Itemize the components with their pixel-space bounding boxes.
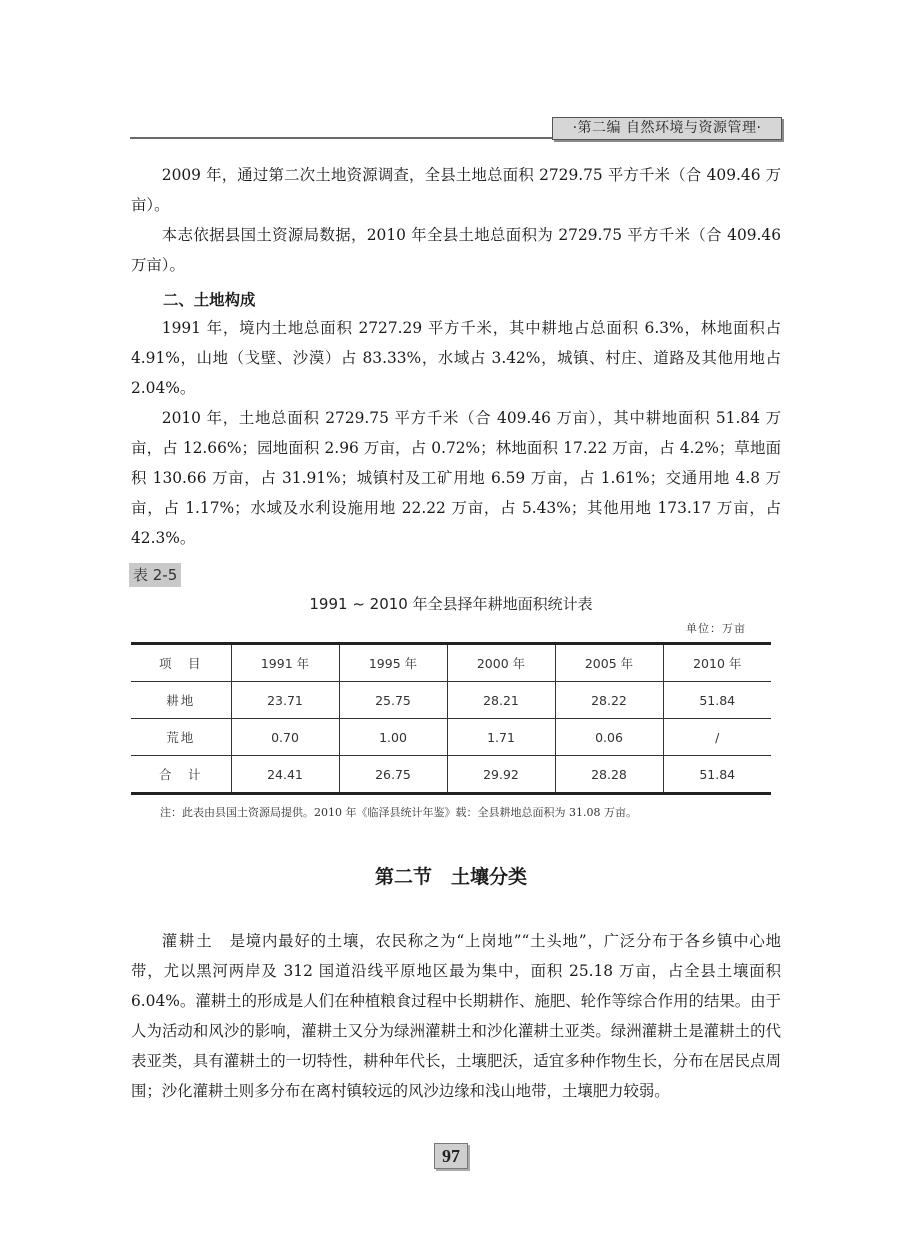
paragraph-2010-composition: 2010 年，土地总面积 2729.75 平方千米（合 409.46 万亩），其中耕地面积 51.84 万亩，占 12.66%；园地面积 2.96 万亩，占 0.72%；林地面积 17.22 万亩，占 4.2%；草地面积 130.66 万亩，占 31.91%；城镇村及工矿用地 6.59 万亩，占 1.61%；交通用地 4.8 万亩，占 1.17%；水域及水利设施用地 22.22 万亩，占 5.43%；其他用地 173.17 万亩，占 42.3%。 xyxy=(131,409,781,547)
soil-term: 灌耕土 xyxy=(161,932,214,950)
section-title: 第二节 土壤分类 xyxy=(374,866,527,888)
table-cell: 28.28 xyxy=(555,756,663,794)
column-header: 2000 年 xyxy=(447,644,555,682)
table-cell: 24.41 xyxy=(231,756,339,794)
paragraph-2009-survey: 2009 年，通过第二次土地资源调查，全县土地总面积 2729.75 平方千米（合 409.46 万亩）。 xyxy=(131,166,781,214)
table-cell: 0.06 xyxy=(555,719,663,756)
table-row xyxy=(131,719,771,756)
paragraph-irrigated-soil xyxy=(131,926,781,1106)
table-note: 注：此表由县国土资源局提供。2010 年《临泽县统计年鉴》载：全县耕地总面积为 31.08 万亩。 xyxy=(160,806,637,819)
farmland-area-table xyxy=(131,642,771,795)
column-header: 2010 年 xyxy=(663,644,771,682)
page-number: 97 xyxy=(434,1143,468,1169)
row-label: 合 计 xyxy=(131,756,231,794)
table-unit: 单位：万亩 xyxy=(686,622,746,635)
table-number-tag: 表 2-5 xyxy=(129,563,181,587)
column-header: 2005 年 xyxy=(555,644,663,682)
row-label: 耕地 xyxy=(131,682,231,719)
paragraph-2010-total: 本志依据县国土资源局数据，2010 年全县土地总面积为 2729.75 平方千米（合 409.46 万亩）。 xyxy=(131,226,781,274)
table-cell: 28.22 xyxy=(555,682,663,719)
table-cell: 0.70 xyxy=(231,719,339,756)
table-cell: 26.75 xyxy=(339,756,447,794)
table-title: 1991 ~ 2010 年全县择年耕地面积统计表 xyxy=(309,595,593,613)
table-cell: 51.84 xyxy=(663,756,771,794)
table-row xyxy=(131,682,771,719)
table-cell: 1.71 xyxy=(447,719,555,756)
subheading-land-composition: 二、土地构成 xyxy=(163,291,256,309)
table-header-row xyxy=(131,644,771,682)
table-row-total xyxy=(131,756,771,794)
table-cell: 28.21 xyxy=(447,682,555,719)
column-header: 1995 年 xyxy=(339,644,447,682)
table-cell: 29.92 xyxy=(447,756,555,794)
column-header: 项 目 xyxy=(158,656,203,671)
table-cell: 25.75 xyxy=(339,682,447,719)
table-cell: 51.84 xyxy=(663,682,771,719)
soil-description: 是境内最好的土壤，农民称之为“上岗地”“土头地”，广泛分布于各乡镇中心地带，尤以黑河两岸及 312 国道沿线平原地区最为集中，面积 25.18 万亩，占全县土壤面积 6.04%。灌耕土的形成是人们在种植粮食过程中长期耕作、施肥、轮作等综合作用的结果。由于人为活动和风沙的影响，灌耕土又分为绿洲灌耕土和沙化灌耕土亚类。绿洲灌耕土是灌耕土的代表亚类，具有灌耕土的一切特性，耕种年代长，土壤肥沃，适宜多种作物生长，分布在居民点周围；沙化灌耕土则多分布在离村镇较远的风沙边缘和浅山地带，土壤肥力较弱。 xyxy=(131,932,781,1100)
table-cell: / xyxy=(663,719,771,756)
running-header: ·第二编 自然环境与资源管理· xyxy=(552,117,782,140)
row-label: 荒地 xyxy=(131,719,231,756)
paragraph-1991-composition: 1991 年，境内土地总面积 2727.29 平方千米，其中耕地占总面积 6.3%，林地面积占 4.91%，山地（戈壁、沙漠）占 83.33%，水域占 3.42%，城镇、村庄、道路及其他用地占 2.04%。 xyxy=(131,319,781,397)
table-cell: 1.00 xyxy=(339,719,447,756)
table-cell: 23.71 xyxy=(231,682,339,719)
column-header: 1991 年 xyxy=(231,644,339,682)
